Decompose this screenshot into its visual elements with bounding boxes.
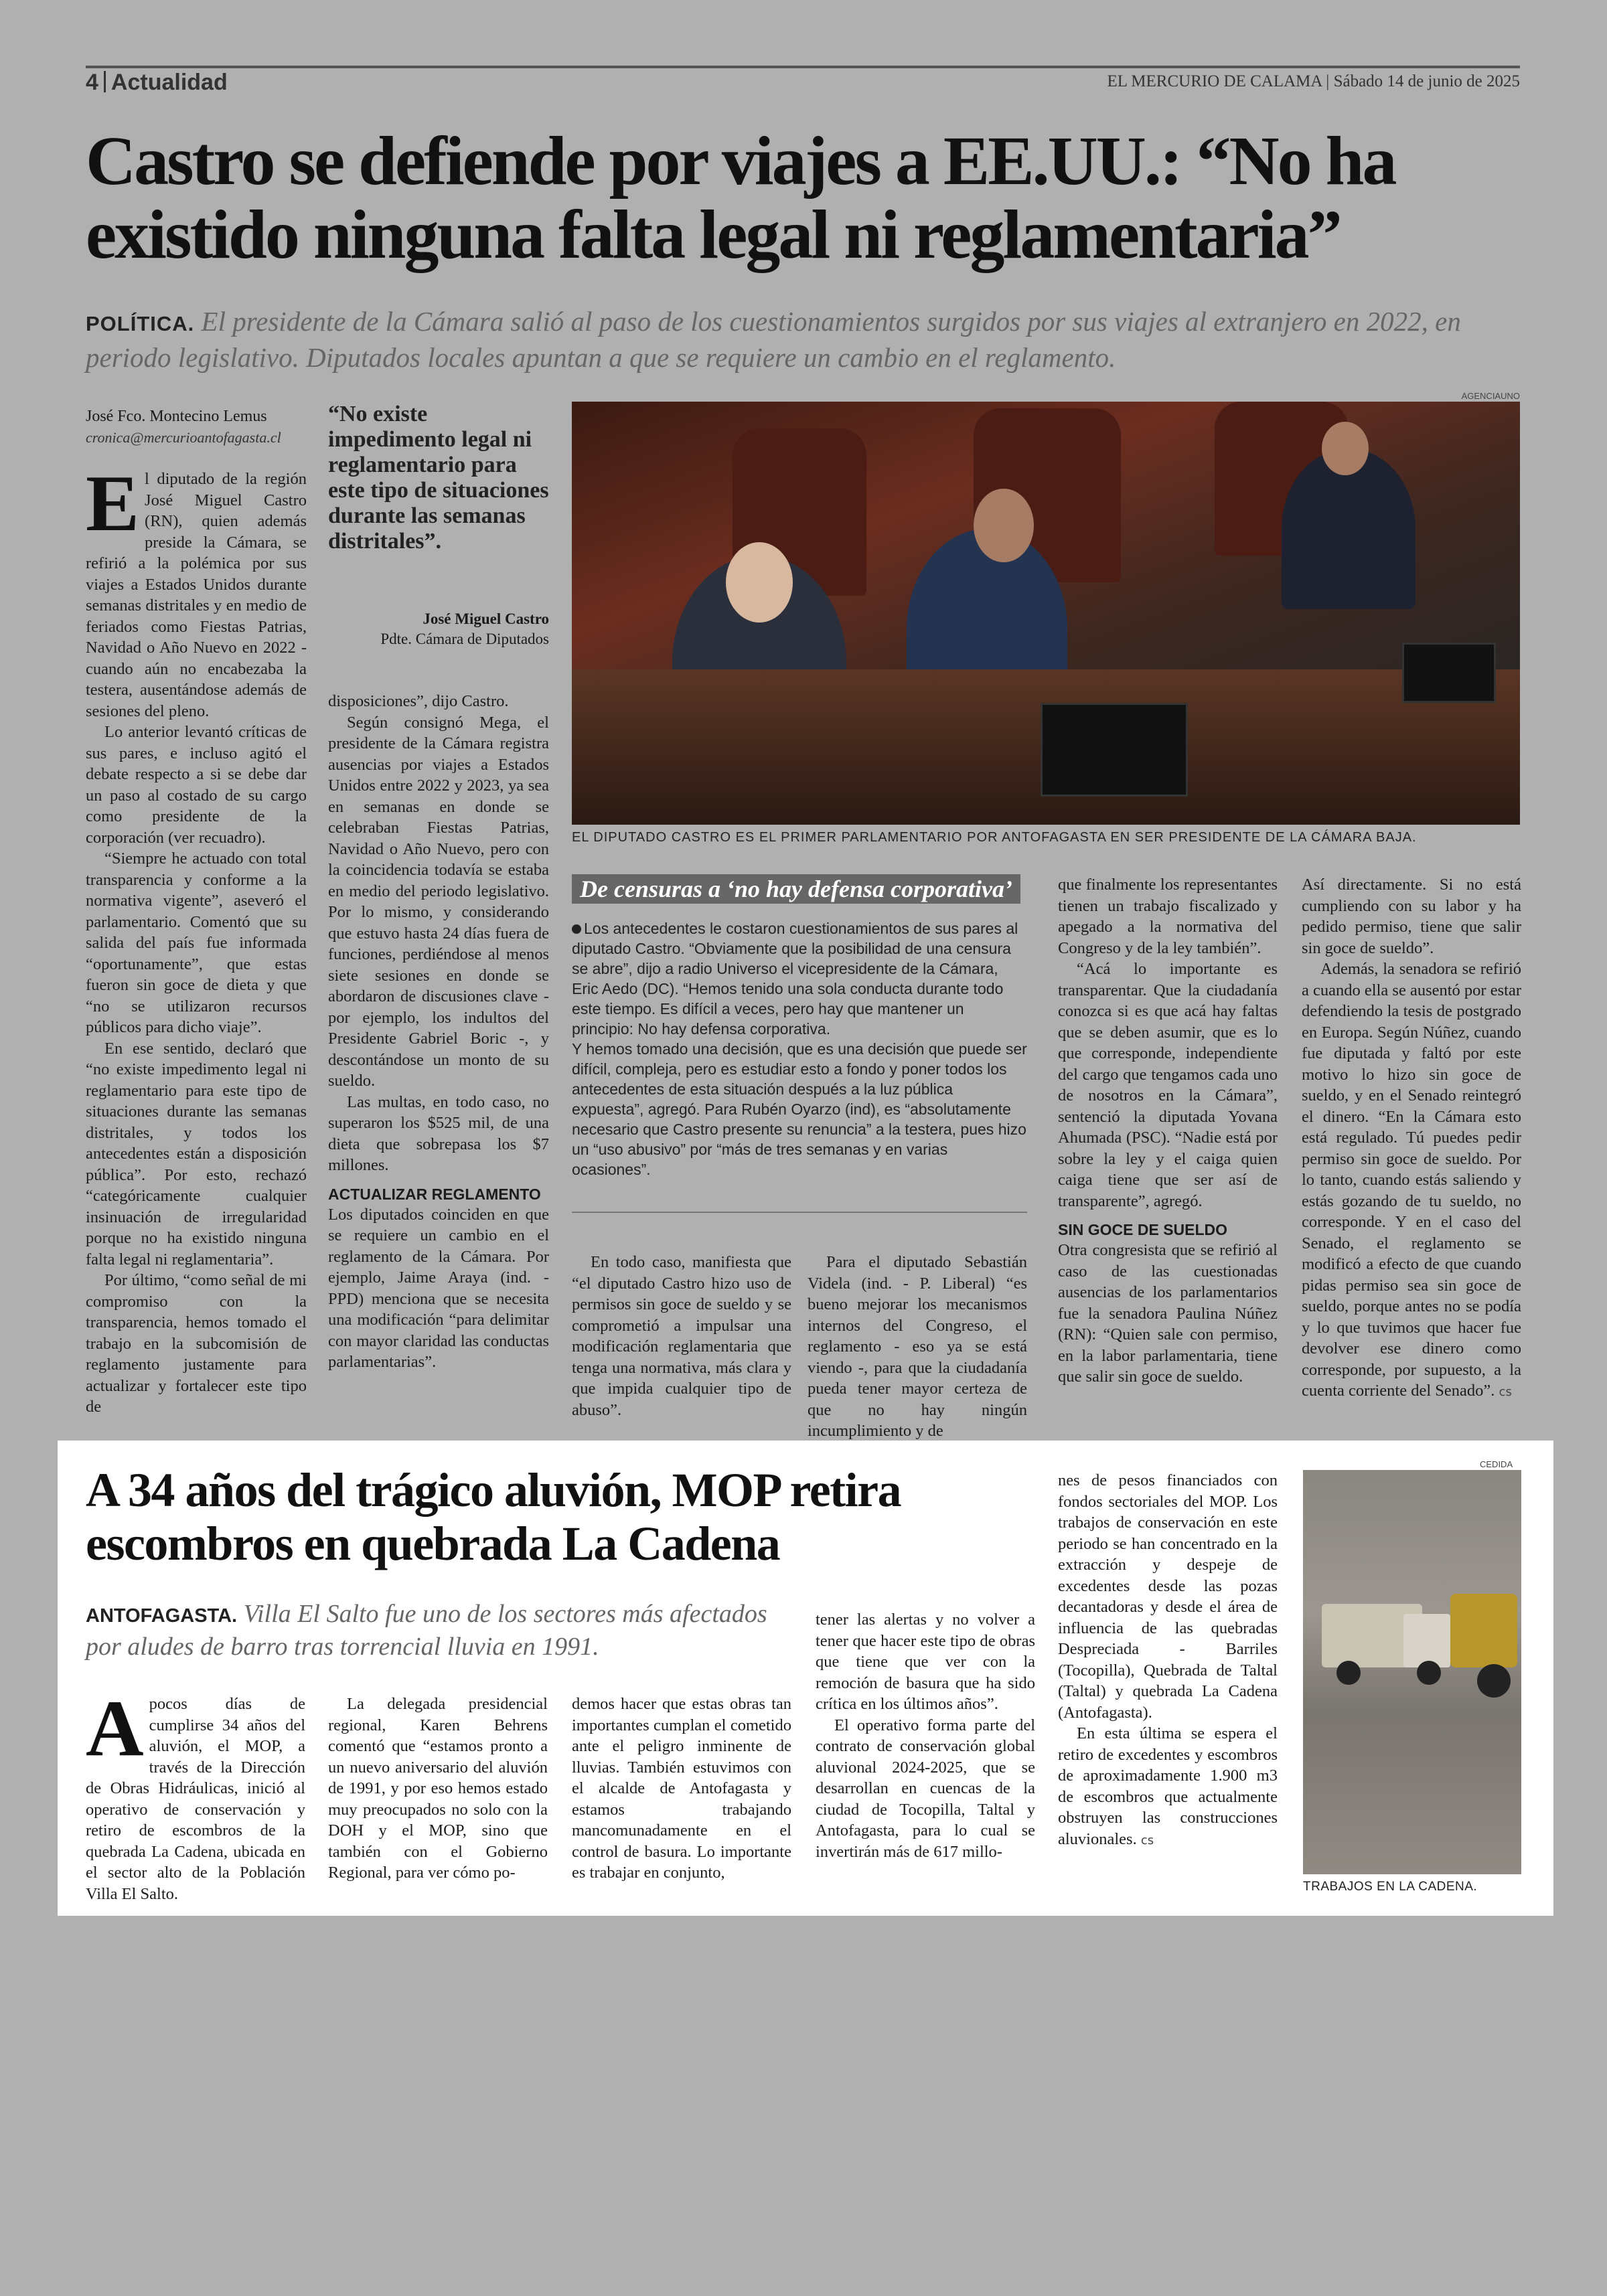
bottom-kicker: ANTOFAGASTA. xyxy=(86,1605,238,1627)
bottom-column-3 xyxy=(572,1694,791,1884)
author-email: cronica@mercurioantofagasta.cl xyxy=(86,429,281,446)
paragraph: que finalmente los representantes tienen un trabajo fiscalizado y apegado a la normativa del Congreso y de la ley también”. xyxy=(1058,876,1278,957)
quote-name: José Miguel Castro xyxy=(423,610,549,627)
sidebar-paragraph xyxy=(572,918,1027,1039)
subhead: ACTUALIZAR REGLAMENTO xyxy=(328,1185,541,1203)
screen-shape xyxy=(1402,643,1496,703)
bullet-icon xyxy=(572,924,581,934)
end-mark: cs xyxy=(1499,1385,1512,1399)
paragraph: En todo caso, manifiesta que “el diputado Castro hizo uso de permisos sin goce de sueldo y se comprometió a impulsar una modificación reglamentaria que tenga una normativa, más clara y que impida cualquier tipo de abuso”. xyxy=(572,1253,791,1419)
folio-separator xyxy=(104,71,106,92)
main-deck xyxy=(86,305,1525,374)
photo-credit: AGENCIAUNO xyxy=(1461,391,1520,401)
wheel-shape xyxy=(1477,1664,1511,1698)
main-column-2 xyxy=(328,691,549,1373)
head-shape xyxy=(1322,422,1369,475)
chamber-photo xyxy=(572,402,1520,825)
main-column-1 xyxy=(86,459,307,1418)
bottom-column-2 xyxy=(328,1694,548,1884)
sidebar-paragraph: Y hemos tomado una decisión, que es una decisión que puede ser difícil, compleja, pero es estudiar esto a fondo y poner todos los antecedentes de esta situación después a la luz pública expuesta”, agregó. Para Rubén Oyarzo (ind), es “absolutamente necesario que Castro presente su renuncia” a la testera, pues hizo un “uso abusivo” por “más de tres semanas y en varias ocasiones”. xyxy=(572,1040,1027,1178)
bottom-deck xyxy=(86,1598,789,1662)
wheel-shape xyxy=(1336,1661,1361,1685)
page-number: 4 xyxy=(86,70,98,95)
subhead: SIN GOCE DE SUELDO xyxy=(1058,1221,1228,1238)
author-name: José Fco. Montecino Lemus xyxy=(86,408,267,425)
paragraph: La delegada presidencial regional, Karen Behrens comentó que “estamos pronto a un nuevo aniversario del aluvión de 1991, y por eso hemos estado muy preocupados no solo con la DOH y el MOP, sino que también con el Gobierno Regional, para ver cómo po- xyxy=(328,1695,548,1882)
paragraph xyxy=(1058,1723,1278,1851)
bottom-column-1 xyxy=(86,1684,305,1904)
bottom-photo-caption: TRABAJOS EN LA CADENA. xyxy=(1303,1880,1478,1894)
paragraph: Las multas, en todo caso, no superaron los $525 mil, de una dieta que sobrepasa los $7 millones. xyxy=(328,1092,549,1174)
byline xyxy=(86,406,307,448)
bottom-column-5 xyxy=(1058,1470,1278,1851)
section-name: Actualidad xyxy=(110,70,228,95)
publication-name: EL MERCURIO DE CALAMA xyxy=(1107,72,1322,90)
sidebar-title: De censuras a ‘no hay defensa corporativa’ xyxy=(572,874,1020,904)
truck-cab-shape xyxy=(1403,1614,1450,1667)
bottom-deck-text: Villa El Salto fue uno de los sectores más afectados por aludes de barro tras torrencial lluvia en 1991. xyxy=(86,1600,767,1661)
paragraph: pocos días de cumplirse 34 años del aluvión, el MOP, a través de la Dirección de Obras Hidráulicas, inició al operativo de conservación y retiro de escombros de la quebrada La Cadena, ubicada en el sector alto de la Población Villa El Salto. xyxy=(86,1695,305,1903)
paragraph: demos hacer que estas obras tan importantes cumplan el cometido ante el peligro inminente de lluvias. También estuvimos con el alcalde de Antofagasta y estamos trabajando mancomunadamente en el control de basura. Lo importante es trabajar en conjunto, xyxy=(572,1695,791,1882)
screen-shape xyxy=(1041,703,1188,797)
main-column-4 xyxy=(808,1252,1027,1442)
main-headline: Castro se defiende por viajes a EE.UU.: “No ha existido ninguna falta legal ni reglamentaria” xyxy=(86,122,1395,273)
dropcap: A xyxy=(86,1684,144,1773)
paragraph: “Acá lo importante es transparentar. Que la ciudadanía conozca si es que acá hay faltas que se deben asumir, que es lo que corresponde, independiente del cargo que tengamos cada uno de nosotros en la Cámara”, sentenció la diputada Yovana Ahumada (PSC). “Nadie está por sobre la ley y el caiga quien caiga tiene que ser así de transparente”, agregó. xyxy=(1058,960,1278,1210)
masthead: EL MERCURIO DE CALAMA | Sábado 14 de junio de 2025 xyxy=(1107,72,1520,90)
paragraph: tener las alertas y no volver a tener que hacer este tipo de obras que tiene que ver con la remoción de basura que ha sido crítica en los últimos años”. xyxy=(816,1611,1035,1713)
paragraph: l diputado de la región José Miguel Castro (RN), quien además preside la Cámara, se refirió a la polémica por sus viajes a Estados Unidos durante semanas distritales y en medio de feriados como Fiestas Patrias, Navidad o Año Nuevo en 2022 -cuando aún no encabezaba la testera, ausentándose además de sesiones del pleno. xyxy=(86,470,307,720)
publication-date: Sábado 14 de junio de 2025 xyxy=(1333,72,1520,90)
main-column-6 xyxy=(1302,874,1521,1403)
main-deck-text: El presidente de la Cámara salió al paso de los cuestionamientos surgidos por sus viajes al extranjero en 2022, en periodo legislativo. Diputados locales apuntan a que se requiere un cambio en el reglamento. xyxy=(86,306,1461,373)
paragraph: Así directamente. Si no está cumpliendo con su labor y ha pedido permiso, tiene que salir sin goce de sueldo”. xyxy=(1302,876,1521,957)
sidebar-text: Los antecedentes le costaron cuestionamientos de sus pares al diputado Castro. “Obviamente que la posibilidad de una censura se abre”, dijo a radio Universo el vicepresidente de la Cámara, Eric Aedo (DC). “Hemos tenido una sola conducta durante todo este tiempo. Es difícil a veces, pero hay que mantener un principio: No hay defensa corporativa. xyxy=(572,920,1018,1038)
pull-quote: “No existe impedimento legal ni reglamentario para este tipo de situaciones durante las semanas distritales”. xyxy=(328,402,549,554)
paragraph: nes de pesos financiados con fondos sectoriales del MOP. Los trabajos de conservación en este periodo se han concentrado en la extracción y despeje de excedentes desde las pozas decantadoras y desde el área de influencia de las quebradas Despreciada - Barriles (Tocopilla), Quebrada de Taltal (Taltal) y quebrada La Cadena (Antofagasta). xyxy=(1058,1471,1278,1722)
paragraph: Para el diputado Sebastián Videla (ind. - P. Liberal) “es bueno mejorar los mecanismos internos del Congreso, el reglamento - eso ya se está viendo -, para que la ciudadanía pueda tener mayor certeza de que no hay ningún incumplimiento y de xyxy=(808,1253,1027,1440)
sidebar-rule xyxy=(572,1212,1027,1213)
main-column-5 xyxy=(1058,874,1278,1388)
wheel-shape xyxy=(1417,1661,1441,1685)
bottom-headline: A 34 años del trágico aluvión, MOP retira escombros en quebrada La Cadena xyxy=(86,1463,901,1570)
head-shape xyxy=(974,489,1034,562)
paragraph: Por último, “como señal de mi compromiso con la transparencia, hemos tomado el trabajo en la subcomisión de reglamento justamente para actualizar y fortalecer este tipo de xyxy=(86,1271,307,1416)
paragraph: Otra congresista que se refirió al caso de las cuestionadas ausencias de los parlamentarios fue la senadora Paulina Núñez (RN): “Quien sale con permiso, en la labor parlamentaria, tiene que salir sin goce de sueldo. xyxy=(1058,1241,1278,1386)
end-mark: cs xyxy=(1140,1833,1154,1848)
paragraph: Los diputados coinciden en que se requiere un cambio en el reglamento de la Cámara. Por ejemplo, Jaime Araya (ind. - PPD) menciona que se necesita una modificación “para delimitar con mayor claridad las conductas parlamentarias”. xyxy=(328,1205,549,1371)
paragraph: “Siempre he actuado con total transparencia y conforme a la normativa vigente”, aseveró el parlamentario. Comentó que su salida del país fue informada “oportunamente”, que estas fueron sin goce de dieta y que “no se utilizaron recursos públicos para dicho viaje”. xyxy=(86,849,307,1036)
pull-quote-attribution xyxy=(328,609,549,649)
paragraph: En ese sentido, declaró que “no existe impedimento legal ni reglamentario para este tipo de situaciones durante las semanas distritales, y todos los antecedentes están a disposición pública”. Por esto, rechazó “categóricamente cualquier insinuación de irregularidad porque no ha existido ninguna falta legal ni reglamentaria”. xyxy=(86,1039,307,1268)
paragraph: Lo anterior levantó críticas de sus pares, e incluso agitó el debate respecto a si se debe dar un paso al costado de su cargo como presidente de la corporación (ver recuadro). xyxy=(86,723,307,847)
head-shape xyxy=(726,542,793,623)
paragraph: El operativo forma parte del contrato de conservación global aluvional 2024-2025, que se desarrollan en cuencas de la ciudad de Tocopilla, Taltal y Antofagasta, para lo cual se invertirán más de 617 millo- xyxy=(816,1716,1035,1861)
bottom-column-4 xyxy=(816,1609,1035,1862)
paragraph xyxy=(1302,959,1521,1403)
main-column-3 xyxy=(572,1252,791,1420)
header-rule xyxy=(86,66,1520,68)
sidebar-body xyxy=(572,918,1027,1179)
bottom-photo-credit: CEDIDA xyxy=(1480,1459,1513,1469)
dropcap: E xyxy=(86,459,140,548)
paragraph: disposiciones”, dijo Castro. xyxy=(328,692,509,710)
page-folio xyxy=(86,70,228,96)
paragraph: Según consignó Mega, el presidente de la Cámara registra ausencias por viajes a Estados Unidos entre 2022 y 2023, ya sea en semanas en donde se celebraban Fiestas Patrias, Navidad o Año Nuevo, pero con la coincidencia todavía se estaba en medio del periodo legislativo. Por lo mismo, y considerando que estuvo hasta 24 días fuera de funciones, perdiéndose al menos siete sesiones en donde se abordaron de discusiones clave - por ejemplo, los indultos del Presidente Gabriel Boric -, y descontándose un monto de su sueldo. xyxy=(328,713,549,1090)
quote-role: Pdte. Cámara de Diputados xyxy=(380,631,549,647)
loader-shape xyxy=(1450,1594,1517,1667)
paragraph-text: Además, la senadora se refirió a cuando ella se ausentó por estar defendiendo la tesis de postgrado en Europa. Según Núñez, cuando fue diputada y faltó por este motivo lo hizo sin goce de sueldo, y en el Senado reintegró el dinero. “En la Cámara esto está regulado. Tú puedes pedir permiso sin goce de sueldo. Por lo tanto, cuando estás saliendo y estás gozando de tu sueldo, no corresponde. Y en el caso del Senado, el reglamento se modificó a efecto de que cuando pidas permiso sea sin goce de sueldo, porque antes no se podía y lo que tuvimos que hacer fue devolver ese dinero como corresponde, por supuesto, a la cuenta corriente del Senado”. xyxy=(1302,960,1521,1400)
paragraph-text: En esta última se espera el retiro de excedentes y escombros de aproximadamente 1.900 m3 de escombros que actualmente obstruyen las construcciones aluvionales. xyxy=(1058,1724,1278,1848)
main-kicker: POLÍTICA. xyxy=(86,312,195,335)
quebrada-photo xyxy=(1303,1470,1521,1874)
photo-caption: EL DIPUTADO CASTRO ES EL PRIMER PARLAMENTARIO POR ANTOFAGASTA EN SER PRESIDENTE DE LA CÁMARA BAJA. xyxy=(572,830,1417,845)
